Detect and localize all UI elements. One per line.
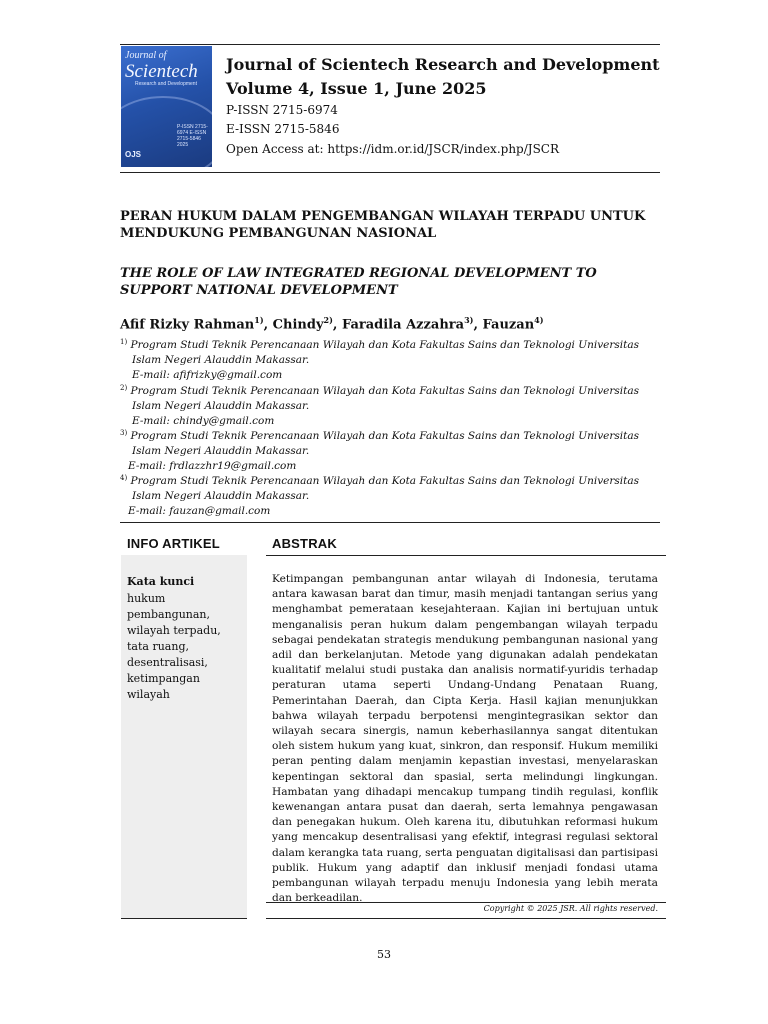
affiliation-email: E-mail: frdlazzhr19@gmail.com bbox=[128, 460, 297, 472]
keyword-item: wilayah terpadu, bbox=[127, 624, 221, 637]
affiliation-line: Islam Negeri Alauddin Makassar. bbox=[132, 354, 310, 366]
abstrak-heading-rule bbox=[266, 555, 666, 556]
header-top-rule bbox=[120, 44, 660, 45]
abstrak-heading: ABSTRAK bbox=[272, 536, 337, 551]
affiliation-1 bbox=[120, 335, 660, 383]
affiliation-line: Islam Negeri Alauddin Makassar. bbox=[132, 490, 310, 502]
abstrak-bottom-rule bbox=[266, 902, 666, 903]
author-sup: 4) bbox=[534, 315, 544, 325]
affiliation-sup: 3) bbox=[120, 429, 128, 437]
author-separator: , bbox=[473, 317, 483, 333]
affiliation-4 bbox=[120, 471, 660, 519]
keywords-list bbox=[127, 591, 221, 703]
copyright-notice: Copyright © 2025 JSR. All rights reserved. bbox=[483, 904, 658, 913]
affiliation-email: E-mail: afifrizky@gmail.com bbox=[132, 369, 283, 381]
author-sup: 3) bbox=[464, 315, 474, 325]
affiliation-line: Islam Negeri Alauddin Makassar. bbox=[132, 445, 310, 457]
journal-eissn: E-ISSN 2715-5846 bbox=[226, 122, 340, 136]
header-bottom-rule bbox=[120, 172, 660, 173]
affiliation-line: Program Studi Teknik Perencanaan Wilayah dan Kota Fakultas Sains dan Teknologi Universitas bbox=[130, 430, 639, 442]
author-name: Afif Rizky Rahman bbox=[120, 317, 255, 333]
keyword-item: hukum bbox=[127, 592, 166, 605]
journal-pissn: P-ISSN 2715-6974 bbox=[226, 103, 338, 117]
author-name: Chindy bbox=[272, 317, 324, 333]
affiliation-sup: 4) bbox=[120, 474, 128, 482]
journal-volume: Volume 4, Issue 1, June 2025 bbox=[226, 79, 487, 98]
author-list bbox=[120, 315, 544, 332]
keyword-item: wilayah bbox=[127, 688, 170, 701]
affiliation-email: E-mail: fauzan@gmail.com bbox=[128, 505, 271, 517]
affiliation-sup: 2) bbox=[120, 384, 128, 392]
affiliation-2 bbox=[120, 381, 660, 429]
author-name: Faradila Azzahra bbox=[341, 317, 465, 333]
abstrak-footer-rule bbox=[266, 918, 666, 919]
keyword-item: ketimpangan bbox=[127, 672, 200, 685]
cover-text-line3: Research and Development bbox=[135, 81, 197, 87]
journal-cover-image bbox=[121, 46, 212, 167]
section-rule bbox=[120, 522, 660, 523]
journal-open-access: Open Access at: https://idm.or.id/JSCR/index.php/JSCR bbox=[226, 142, 560, 156]
keyword-item: tata ruang, bbox=[127, 640, 189, 653]
keyword-item: pembangunan, bbox=[127, 608, 211, 621]
journal-title: Journal of Scientech Research and Development bbox=[226, 55, 660, 74]
page-number: 53 bbox=[377, 948, 391, 961]
article-title-english: THE ROLE OF LAW INTEGRATED REGIONAL DEVELOPMENT TO SUPPORT NATIONAL DEVELOPMENT bbox=[120, 266, 597, 298]
affiliation-3 bbox=[120, 426, 660, 474]
author-separator: , bbox=[332, 317, 342, 333]
keywords-label: Kata kunci bbox=[127, 575, 195, 588]
author-separator: , bbox=[263, 317, 273, 333]
affiliation-line: Program Studi Teknik Perencanaan Wilayah dan Kota Fakultas Sains dan Teknologi Universitas bbox=[130, 385, 639, 397]
keyword-item: desentralisasi, bbox=[127, 656, 208, 669]
abstract-text: Ketimpangan pembangunan antar wilayah di Indonesia, terutama antara kawasan barat dan timur, masih menjadi tantangan serius yang menghambat pemerataan kesejahteraan. Kajian ini bertujuan untuk menganalisis peran hukum dalam pengembangan wilayah terpadu sebagai pendekatan strategis mendukung pembangunan nasional yang adil dan berkelanjutan. Metode yang digunakan adalah pendekatan kualitatif melalui studi pustaka dan analisis normatif-yuridis terhadap peraturan utama seperti Undang-Undang Penataan Ruang, Pemerintahan Daerah, dan Cipta Kerja. Hasil kajian menunjukkan bahwa wilayah terpadu berpotensi mengintegrasikan sektor dan wilayah secara sinergis, namun keberhasilannya sangat ditentukan oleh sistem hukum yang kuat, sinkron, dan responsif. Hukum memiliki peran penting dalam menjamin kepastian investasi, menyelaraskan kepentingan sektoral dan spasial, serta melindungi lingkungan. Hambatan yang dihadapi mencakup tumpang tindih regulasi, konflik kewenangan antara pusat dan daerah, serta lemahnya pengawasan dan penegakan hukum. Oleh karena itu, dibutuhkan reformasi hukum yang mencakup desentralisasi yang efektif, integrasi regulasi sektoral dalam kerangka tata ruang, serta penguatan digitalisasi dan partisipasi publik. Hukum yang adaptif dan inklusif menjadi fondasi utama pembangunan wilayah terpadu menuju Indonesia yang lebih merata dan berkeadilan. bbox=[272, 573, 658, 905]
info-bottom-rule bbox=[121, 918, 247, 919]
affiliation-sup: 1) bbox=[120, 338, 128, 346]
author-sup: 2) bbox=[323, 315, 333, 325]
article-title-indonesian: PERAN HUKUM DALAM PENGEMBANGAN WILAYAH TERPADU UNTUK MENDUKUNG PEMBANGUNAN NASIONAL bbox=[120, 209, 646, 241]
affiliation-line: Islam Negeri Alauddin Makassar. bbox=[132, 400, 310, 412]
info-artikel-heading: INFO ARTIKEL bbox=[127, 536, 220, 551]
affiliation-line: Program Studi Teknik Perencanaan Wilayah dan Kota Fakultas Sains dan Teknologi Universitas bbox=[130, 475, 639, 487]
author-name: Fauzan bbox=[482, 317, 535, 333]
author-sup: 1) bbox=[254, 315, 264, 325]
cover-text-line2: Scientech bbox=[125, 61, 198, 82]
affiliation-line: Program Studi Teknik Perencanaan Wilayah dan Kota Fakultas Sains dan Teknologi Universitas bbox=[130, 339, 639, 351]
cover-badge: OJS bbox=[125, 150, 142, 159]
cover-text-line4: P-ISSN 2715-6974 E-ISSN 2715-5846 2025 bbox=[177, 124, 208, 148]
affiliation-email: E-mail: chindy@gmail.com bbox=[132, 415, 275, 427]
cover-text-line1: Journal of bbox=[125, 50, 167, 61]
